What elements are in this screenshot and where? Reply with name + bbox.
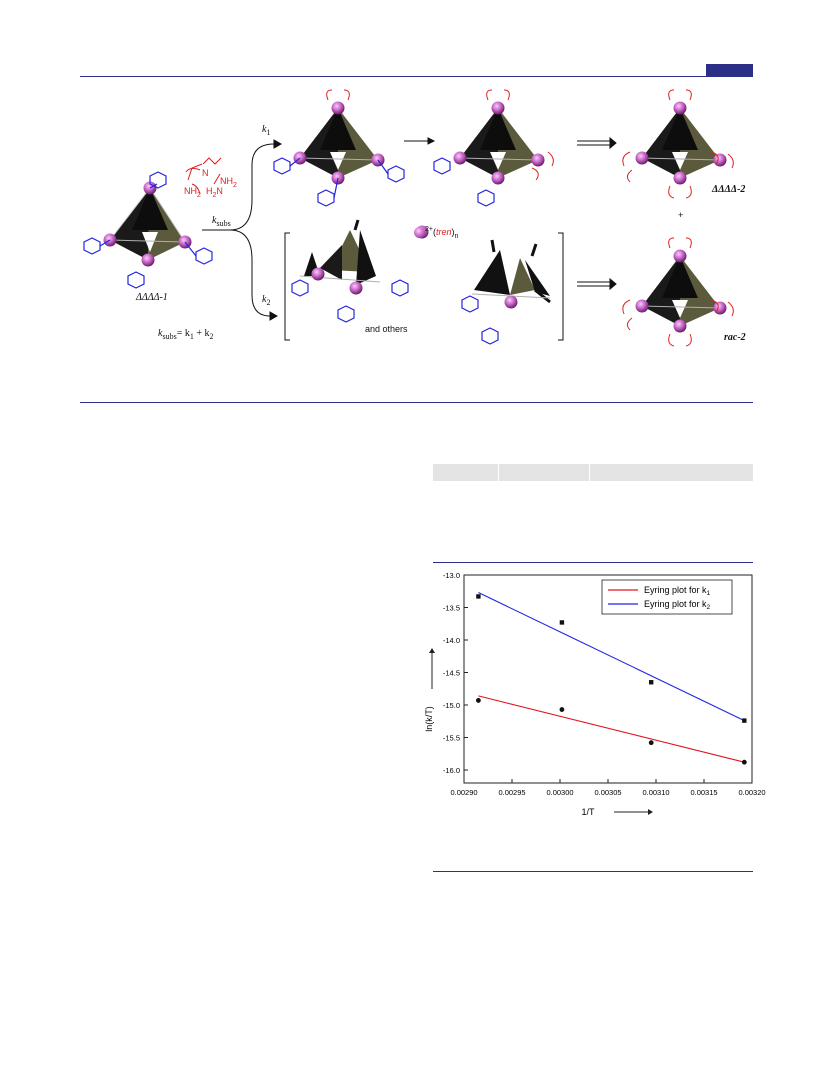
x-tick-label: 0.00300 — [546, 788, 574, 797]
cage-2 — [300, 108, 378, 178]
k1-label: $k_1$ — [262, 124, 271, 137]
header-tab-block — [706, 64, 753, 77]
scheme-bottom-rule — [80, 402, 753, 403]
eyring-chart-svg — [410, 566, 766, 817]
header-rule — [80, 76, 753, 77]
compound-1-label: ΔΔΔΔ-1 — [136, 292, 168, 303]
table-header-bar — [433, 464, 753, 481]
x-axis-arrowhead — [648, 809, 653, 815]
cage-3 — [460, 108, 538, 178]
scheme-drawing — [80, 80, 755, 400]
table-col-sep-1 — [498, 464, 499, 481]
cage-4 — [642, 108, 720, 178]
x-axis-label: 1/T — [581, 807, 595, 817]
data-point-k2 — [560, 620, 564, 624]
x-tick-label: 0.00315 — [690, 788, 718, 797]
y-tick-label: -13.0 — [442, 571, 460, 580]
x-tick-label: 0.00290 — [450, 788, 478, 797]
eyring-chart — [410, 566, 766, 817]
fe-centers — [104, 102, 727, 333]
table-col-sep-2 — [589, 464, 590, 481]
y-axis-arrowhead — [429, 648, 435, 653]
amine-nh2-right: $NH_2$ — [220, 176, 237, 189]
figure-bottom-rule — [433, 871, 753, 872]
data-point-k2 — [742, 718, 746, 722]
legend-label-k2: Eyring plot for $k_2$ — [644, 599, 711, 611]
x-tick-label: 0.00310 — [642, 788, 670, 797]
y-tick-label: -14.0 — [442, 636, 460, 645]
y-tick-label: -13.5 — [442, 603, 460, 613]
figure-top-rule — [433, 562, 753, 563]
y-tick-label: -15.5 — [442, 733, 460, 743]
fragment-2 — [472, 240, 550, 302]
product-top-label: ΔΔΔΔ-2 — [712, 184, 746, 195]
y-tick-label: -15.0 — [442, 701, 460, 710]
reaction-scheme — [80, 80, 755, 400]
amine-h2n: $H_2N$ — [206, 186, 223, 199]
y-tick-label: -16.0 — [442, 766, 460, 775]
data-point-k1 — [476, 698, 481, 703]
x-tick-label: 0.00295 — [498, 788, 526, 797]
ksubs-arrow-label: $k_{subs}$ — [212, 215, 231, 228]
fit-line-k1 — [478, 696, 744, 762]
cage-5 — [642, 256, 720, 326]
x-tick-label: 0.00320 — [738, 788, 766, 797]
data-point-k1 — [742, 760, 747, 765]
y-tick-label: -14.5 — [442, 668, 460, 678]
data-point-k2 — [649, 680, 653, 684]
and-others-label: and others — [365, 324, 408, 334]
tren-fe-legend: $^{2+}(tren)_n$ — [414, 226, 458, 240]
plus-sign: + — [678, 210, 684, 220]
cage-1 — [110, 188, 185, 260]
x-tick-label: 0.00305 — [594, 788, 622, 797]
legend-label-k1: Eyring plot for $k_1$ — [644, 585, 711, 597]
amine-n: N — [202, 168, 209, 178]
arrows — [202, 138, 616, 320]
data-point-k1 — [649, 740, 654, 745]
data-point-k1 — [560, 707, 565, 712]
data-point-k2 — [476, 594, 480, 598]
tren-fe-sphere — [414, 227, 425, 238]
amine-nh2-left: $NH_2$ — [184, 186, 201, 199]
product-bottom-label: rac-2 — [724, 332, 746, 343]
k2-label: $k_2$ — [262, 294, 271, 307]
ksubs-equation: $k_{subs}= k_1 + k_2$ — [158, 328, 214, 341]
y-axis-label: ln(k/T) — [424, 706, 434, 732]
